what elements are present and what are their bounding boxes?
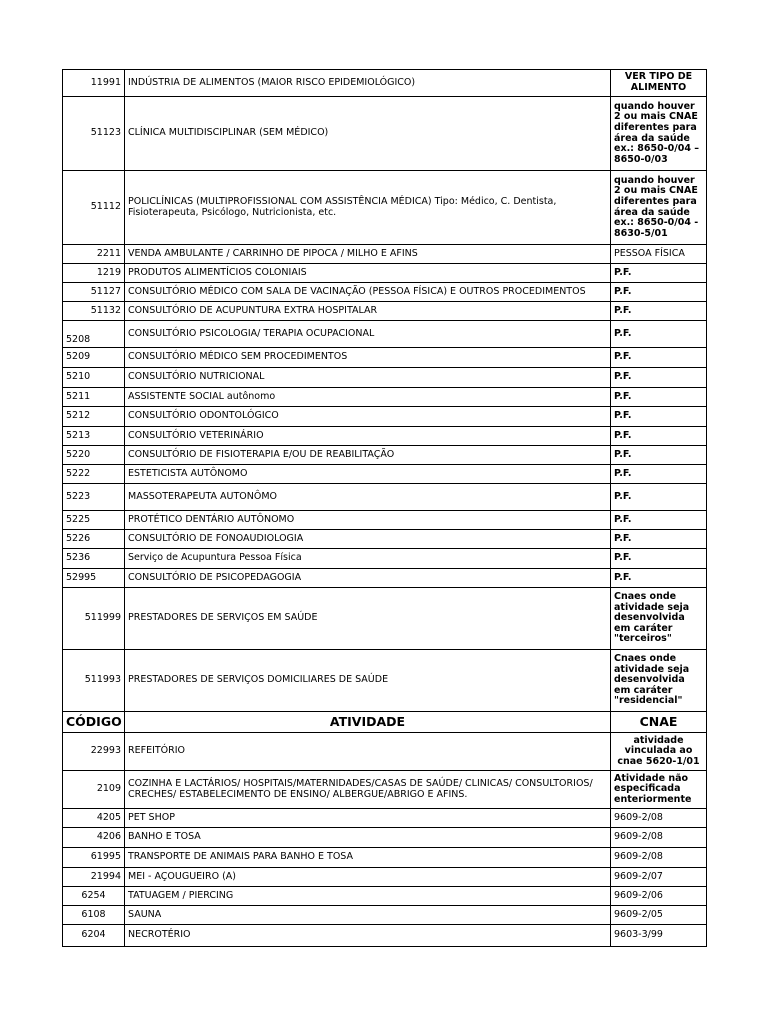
code-cell: 6254 [63,887,125,906]
activity-cell: CONSULTÓRIO ODONTOLÓGICO [125,407,611,427]
activity-cell: CONSULTÓRIO NUTRICIONAL [125,368,611,388]
code-cell: 5208 [63,321,125,348]
cnae-cell: P.F. [611,427,707,446]
cnae-cell: atividade vinculada ao cnae 5620-1/01 [611,733,707,771]
code-cell: 52995 [63,569,125,588]
table-row [63,848,707,868]
code-cell: 5212 [63,407,125,427]
table-row [63,569,707,588]
activity-cell: PROTÉTICO DENTÁRIO AUTÔNOMO [125,511,611,530]
cnae-cell: P.F. [611,302,707,321]
code-cell: 5220 [63,446,125,465]
code-cell: 4206 [63,828,125,848]
table-row [63,171,707,245]
cnae-cell: P.F. [611,549,707,569]
cnae-cell: P.F. [611,446,707,465]
cnae-cell: P.F. [611,569,707,588]
cnae-cell: 9609-2/08 [611,828,707,848]
table-row [63,906,707,925]
activity-cell: REFEITÓRIO [125,733,611,771]
table-row [63,925,707,947]
code-cell: 22993 [63,733,125,771]
code-cell: 5236 [63,549,125,569]
activity-cell: CONSULTÓRIO PSICOLOGIA/ TERAPIA OCUPACIONAL [125,321,611,348]
table-row [63,511,707,530]
code-cell: 61995 [63,848,125,868]
code-cell: 11991 [63,70,125,97]
table-row [63,368,707,388]
code-cell: 511999 [63,588,125,650]
cnae-cell: 9609-2/05 [611,906,707,925]
cnae-cell: P.F. [611,348,707,368]
code-cell: 1219 [63,264,125,283]
table-row [63,302,707,321]
cnae-cell: VER TIPO DE ALIMENTO [611,70,707,97]
code-cell: 2109 [63,771,125,809]
table-row [63,407,707,427]
activity-cell: MEI - AÇOUGUEIRO (A) [125,868,611,887]
table-row [63,530,707,549]
header-activity: ATIVIDADE [125,712,611,733]
table-row [63,650,707,712]
code-cell: 51112 [63,171,125,245]
activity-cell: VENDA AMBULANTE / CARRINHO DE PIPOCA / MILHO E AFINS [125,245,611,264]
table-row [63,283,707,302]
activity-cell: CONSULTÓRIO DE ACUPUNTURA EXTRA HOSPITALAR [125,302,611,321]
activity-cell: CONSULTÓRIO DE FONOAUDIOLOGIA [125,530,611,549]
cnae-cell: Cnaes onde atividade seja desenvolvida em caráter "residencial" [611,650,707,712]
code-cell: 5223 [63,484,125,511]
code-cell: 51132 [63,302,125,321]
cnae-cell: P.F. [611,321,707,348]
activity-cell: CONSULTÓRIO DE PSICOPEDAGOGIA [125,569,611,588]
activity-cell: BANHO E TOSA [125,828,611,848]
cnae-cell: P.F. [611,283,707,302]
activity-cell: CONSULTÓRIO MÉDICO COM SALA DE VACINAÇÃO (PESSOA FÍSICA) E OUTROS PROCEDIMENTOS [125,283,611,302]
cnae-cell: P.F. [611,264,707,283]
activity-cell: COZINHA E LACTÁRIOS/ HOSPITAIS/MATERNIDADES/CASAS DE SAÚDE/ CLINICAS/ CONSULTORIOS/ CRECHES/ ESTABELECIMENTO DE ENSINO/ ALBERGUE/ABRIGO E AFINS. [125,771,611,809]
cnae-cell: quando houver 2 ou mais CNAE diferentes para área da saúde ex.: 8650-0/04 – 8650-0/03 [611,97,707,171]
code-cell: 6108 [63,906,125,925]
activity-cell: PRODUTOS ALIMENTÍCIOS COLONIAIS [125,264,611,283]
table-row [63,887,707,906]
activity-cell: CONSULTÓRIO VETERINÁRIO [125,427,611,446]
cnae-cell: 9609-2/06 [611,887,707,906]
code-cell: 5225 [63,511,125,530]
activity-cell: INDÚSTRIA DE ALIMENTOS (MAIOR RISCO EPIDEMIOLÓGICO) [125,70,611,97]
table-row [63,588,707,650]
table-row [63,733,707,771]
cnae-cell: 9609-2/07 [611,868,707,887]
cnae-cell: P.F. [611,407,707,427]
activity-cell: ASSISTENTE SOCIAL autônomo [125,388,611,407]
table-row [63,465,707,484]
cnae-cell: P.F. [611,465,707,484]
activity-cell: CLÍNICA MULTIDISCIPLINAR (SEM MÉDICO) [125,97,611,171]
code-cell: 51123 [63,97,125,171]
activity-cell: ESTETICISTA AUTÔNOMO [125,465,611,484]
cnae-cell: Cnaes onde atividade seja desenvolvida em caráter "terceiros" [611,588,707,650]
cnae-cell: P.F. [611,530,707,549]
code-cell: 511993 [63,650,125,712]
cnae-cell: P.F. [611,388,707,407]
cnae-cell: 9609-2/08 [611,848,707,868]
activity-cell: PRESTADORES DE SERVIÇOS DOMICILIARES DE SAÚDE [125,650,611,712]
table-row [63,348,707,368]
cnae-cell: Atividade não especificada enteriormente [611,771,707,809]
code-cell: 5213 [63,427,125,446]
code-cell: 5222 [63,465,125,484]
code-cell: 4205 [63,809,125,828]
table-row [63,427,707,446]
code-cell: 2211 [63,245,125,264]
cnae-cell: P.F. [611,484,707,511]
table-row [63,549,707,569]
activity-cell: CONSULTÓRIO MÉDICO SEM PROCEDIMENTOS [125,348,611,368]
activity-table [62,69,707,947]
cnae-cell: P.F. [611,368,707,388]
activity-cell: Serviço de Acupuntura Pessoa Física [125,549,611,569]
cnae-cell: quando houver 2 ou mais CNAE diferentes para área da saúde ex.: 8650-0/04 - 8630-5/01 [611,171,707,245]
code-cell: 5211 [63,388,125,407]
table-row [63,97,707,171]
code-cell: 5209 [63,348,125,368]
code-cell: 21994 [63,868,125,887]
table-row [63,388,707,407]
activity-cell: CONSULTÓRIO DE FISIOTERAPIA E/OU DE REABILITAÇÃO [125,446,611,465]
table-row [63,264,707,283]
code-cell: 5226 [63,530,125,549]
table-row [63,868,707,887]
activity-cell: MASSOTERAPEUTA AUTONÔMO [125,484,611,511]
code-cell: 6204 [63,925,125,947]
table-row [63,70,707,97]
table-row [63,809,707,828]
table-row [63,828,707,848]
activity-cell: TATUAGEM / PIERCING [125,887,611,906]
header-code: CÓDIGO [63,712,125,733]
activity-cell: PET SHOP [125,809,611,828]
cnae-cell: PESSOA FÍSICA [611,245,707,264]
activity-cell: NECROTÉRIO [125,925,611,947]
activity-cell: SAUNA [125,906,611,925]
table-row [63,446,707,465]
cnae-cell: P.F. [611,511,707,530]
table-row [63,771,707,809]
code-cell: 51127 [63,283,125,302]
cnae-cell: 9609-2/08 [611,809,707,828]
code-cell: 5210 [63,368,125,388]
activity-cell: PRESTADORES DE SERVIÇOS EM SAÚDE [125,588,611,650]
table-row [63,245,707,264]
cnae-cell: 9603-3/99 [611,925,707,947]
header-cnae: CNAE [611,712,707,733]
table-header-row [63,712,707,733]
activity-cell: POLICLÍNICAS (MULTIPROFISSIONAL COM ASSISTÊNCIA MÉDICA) Tipo: Médico, C. Dentista, Fisioterapeuta, Psicólogo, Nutricionista, etc. [125,171,611,245]
activity-cell: TRANSPORTE DE ANIMAIS PARA BANHO E TOSA [125,848,611,868]
table-row [63,321,707,348]
table-row [63,484,707,511]
